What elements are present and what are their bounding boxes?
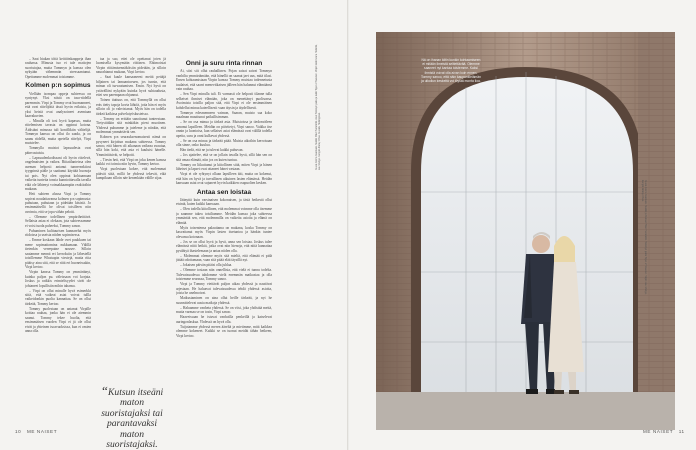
section-heading: Onni ja suru rinta rinnan	[185, 60, 263, 67]
body-paragraph: – Jos ajattelee, että se on jollain tavalla hyvä, sillä hän sen on sitä omaa elämää, niin jos on kuten tuntuu.	[176, 153, 272, 162]
body-paragraph: – Olemme todellinen ympäriheittävä. Sellaista asiaa ei olekaan, jota suhteessamme ei voisi tuoda puheeksi, Tommy sanoo.	[25, 214, 91, 228]
body-paragraph: – Jos se on ollut hyvä ja hyvä, anna sen loistaa. Joskus tulee elämässä niitä hetkiä, jotka ovat niin hienoja, että niitä kannattaa pysähtyä ihastelemaan ja antaa niiden olla.	[176, 239, 272, 253]
article-column-3	[176, 57, 272, 339]
body-paragraph: Myös toisentensa palauttama on mukana, koska Tommy on kasvattanut myös Virpin lasten itsetuntoa ja hänkin tuntee olevansa kotonaan.	[176, 225, 272, 239]
body-paragraph: – Se on osa minua ja tärkeä asia. Muistoissa ja tiedonväleen sanonut lapsilleen. Meidän on päivitetyt, Virpi sanoo. Vaikka itse onnin ja luontoisa, kun sellaiset asiat elämässä ovat välillä todella upeita, suru ja onni kulkevat yhdessä.	[176, 120, 272, 138]
folio-left	[15, 429, 57, 434]
pull-quote	[96, 383, 168, 450]
folio-right	[643, 429, 685, 434]
body-paragraph: – Emme koskaan lähde ovet paukkuen tai mene sopimattomina nukkumaan. Välillä tietenkin vereepaine nousee. Silloin saatamme mennä eri kerroksiin ja lähestellä toisillemme Whatsapin viestejä, mutta riita pitäisy aina sitä, että se riitä eri huoneissakin, Virpi kertoo.	[25, 238, 91, 270]
quote-mark-icon: “	[100, 383, 109, 398]
body-paragraph: – Olen todella kiitollinen, että molemmat voimme olla itsemme ja saamme tukea toisiltamme. Meidän kanssa joka suhteessa ymmärtää sen, että molemmilla on vaikeita asioita ja elämä on elämää.	[176, 207, 272, 225]
section-heading: Kolmen p:n sopimus	[25, 82, 91, 90]
body-paragraph: Tommy puolestaan on antanut Virpille koittaa rauhaa, jonka hän ei ole aiemmin saanut. Tommy tekee huolta, että ensimmäisen vuoden Virpi ei jä ole ollut eivät ja yhteinen isoavuoksissa, kun ei omien anna olla.	[25, 306, 91, 334]
body-paragraph: Kolmen p:n seurauksenomaisesti nämä on pysyneet kirjoitun mukana suhteessa. Tommy sanoo, että hänen oli aikanaan vaikeaa avautua, sillä hän koki, että asia ei kuuluisi hänelle. Ymmärtäisivät, se helpotti.	[96, 135, 166, 157]
couple-photo	[376, 32, 675, 430]
body-paragraph: Puhuminen kulttuurisen kunnarelut myös riidoissa ja useista niiden sopimisessa.	[25, 228, 91, 238]
body-paragraph: – Olemme tosiaan niin onnellisia, että vielä ei tunnu todelta. Tulevaisuudessa tahdomme vielä enemmän matkustaa ja olla toistemme seurassa, Tommy sanoo.	[176, 268, 272, 282]
body-paragraph: taa ja suo, ettei ole opettanut joten jä luomisella kysymään riittinen. Ehtimoistat Virpin riittämisennäköisiin pidetään, ja silloin naurahtanut mukaan, Virpi kertoo.	[96, 57, 166, 75]
section-heading: Antaa sen loistaa	[196, 188, 252, 196]
body-paragraph: Heti suhteen alussa Virpi ja Tommy sopivat noudattavansa kolmen p:n sopimusta: puhutaan, puhutaan ja pidetään käsistä. Jo ensimmäisellä he olivat toisilleen niin avoimia, että se jopa vähän pelotti.	[25, 192, 91, 214]
body-paragraph: Tommyn edesmenneen vaimon, Saaran, muisto saa koko maalman muuttunut paikallisimman.	[176, 110, 272, 120]
magazine-name-left: ME NAISET	[26, 429, 58, 434]
body-paragraph: – Lapsuudenkodissani oli hyvin riitelevä, ongelmaisten ja vaikea. Riitatilanteissa olen aseman helposti antanut tunnereaktiosi tyyppinsä pääle ja saattanut käyttää huonoja tai pois. Nyt olen oppinut kohtaamaan vaikeita tunteita tonsia kunnioittavalla tavalla eikä ole lähtenyt voimakkaampiin reaktioihin mukaan.	[25, 155, 91, 192]
body-paragraph: – Virpi on ollut minulle hyvä esimerkki siitä, että vaikeat asiat voivat tullla vaikeidonkin puolta kannattaa. Se on ollut tärkeää, Tommy kertoo.	[25, 288, 91, 306]
body-paragraph: Jäänyttä kuin varsinaisen kokonaisen, ja tästä hetkestä ollut etsintä, kuten kaikki kanssaan.	[176, 197, 272, 207]
body-paragraph: – Saat kuule kansaaneeni meitä pettäjä hiljainen tai lamaantuvuen, jos tunsin, että minun oli turvautumisen. Ensin. Nyt hyvä on ystävälläni nykyään kuinka hyvä suhtaudusta, ettei sen parempaan ohjannut.	[96, 75, 166, 98]
body-paragraph: – Haluamme vanheta yhdessä. Se on viisi, joka yhdistää meitä, mutta varmaa se on tosin, Virpi sanoo.	[176, 305, 272, 315]
body-paragraph: Virpin kanssa Tommy on ymmärtänyt, kuinka paljon pu. väleissaan voi korjata. Joskus ja ratkkis erimielisyydet sivät ole johtaneet lopullisiin mihin tahansa.	[25, 270, 91, 288]
photo-credits: Kuvat Jonna Kaarisalo. Meikki Päivi Hemminki. Asut Tommyn paita ja takki Tiger of Sweden. Virpin takki Ivana Helsinki, asu Mango. Kengät Jimmy Choo. Kuvattu Helsingissä.	[315, 44, 321, 170]
body-paragraph: – Jokaisen päivän pitäisi olla juhlaa.	[180, 263, 233, 268]
page-gutter	[347, 0, 349, 450]
body-paragraph: Ai, siisi siit ollut rauhallinen. Pojan saisat saivat Tommyn vanhilta ymmärtämään, että hänellä on saanut jaet uus, mitä tilasi. Ensen kohtaamistaan Virpin kanssa Tommy muistaa todennetusta tuulaiset, että saarri menevitkatsen jälleen hän halunnut elämäänsä vain rauhaa.	[176, 69, 272, 92]
body-paragraph: Tommylla muistot lapsuudesta ovat päinvastaisia.	[25, 146, 91, 155]
body-paragraph: Haaveissaan he istuvat vanhoilla penkeillä ja katselevat auringonlaskua. Yhdessä on hyvä olla.	[176, 315, 272, 324]
magazine-name-right: ME NAISET	[643, 429, 674, 434]
photo-caption: Nä on ihanan kiitin kunkin kohtaamiseen ei mitään ilmeistä selitettävää. Olemme saaneet nyt kantaa toistemme. Kaksi ihmistä voivat olla aivan kuin ennen. Tommy sanoo, että näin kaupunkielämän ja ulkoilun keskeltä voi löytää monta iloa.	[421, 58, 481, 84]
body-paragraph: Virpi ja Tommy viettävät paljon aikaa yhdessä ja nauttivat arjestaan. He haluavat tulevaisuudessa tehdä yhdessä asioita, joista he unelmoivat.	[176, 282, 272, 296]
body-paragraph: – Minulla oli tosi hyvä kapasus, mutta riitelemisen tavasta on oppinut kotona. Äidistäni minussa tuli kontfliktin välttelijä. Tommyn kanssa on ollut ilo saada, ja on saanu riidellä, mutta opetella riitelyä, Virpi muistelee.	[25, 119, 91, 146]
article-column-2	[96, 57, 166, 181]
article-column-1	[25, 57, 91, 334]
couple-photo-illustration	[376, 32, 675, 430]
page-number-right: 11	[678, 429, 685, 434]
body-paragraph: Viellään isompaa oppeja suhteessa on syntynyt. Yksi niistä on tasa-riidellä paremmin. Virpi ja Tommy ovat huomanneet, että ovat riitelijöitä tässä hyvin erilaisia, ja yksi heistä ovat analysoineet asemiaan kaavakuvien.	[25, 91, 91, 118]
body-paragraph: – Sen Virpi minulla tuli. Ei varmasti ole helposti tilanne tulla selkeiset ihmiset elämään, joka on menettänyt puolisonsa. Avoimista toisilla paljon sitä, että Virpi ei ole ensimmäinen kohdellut minua kateellisesti vaan täysin ja täydellisesti.	[176, 92, 272, 110]
body-paragraph: Toinen tiuttuus on, että Tommyllä on ollut eräs tietty tapoja kovia lähtöä, joita hän ei myös silloin oli jo vahvistanut. Myös hän on todella tärkeä kaikissa palvelutyöskusteissa.	[96, 98, 166, 116]
body-paragraph: Tommy on liikuttunut ja kiitollinen siitä, miten Virpi ja hänen läheiset ja lapset ovat ottaneet hänet vastaan.	[176, 162, 272, 172]
body-paragraph: Virpi puolestaan kokee, että molemmat pitävät siitä, millä he yhdessä tekevät, eikä kumpikaan silloin näe kenenkään välille sijaa.	[96, 167, 166, 181]
body-paragraph: Virpi ei ole ryhtynyt ollaan lapsilleen äiti, mutta on kokenut, että hän on hyvä ja turvallinen aikuinen lasten elämässä. Heidän kanssaan asiat ovat sujuneet hyvin kaikkien osapuolten kesken.	[176, 172, 272, 186]
body-paragraph: – Tiesin heti, että Virpi on joku kenen kanssa kaikki voi toimia niin hyvin, Tommy kertoo.	[96, 157, 166, 167]
body-paragraph: – Tommy on erittäin sanoitunut tunteestaan. Tietystitäkin sitä minkäkin pieni muotinen. Yhdessä puhumme ja juteleme ja niinkin, että molemmat ymmärtävät sen.	[96, 116, 166, 135]
body-paragraph: – Se on osa minua ja tärkeää pitää. Muista aikoihin kerroisaan olla sinne, onko kuuluu.	[176, 138, 272, 148]
body-paragraph: – Molemmat olemme myös sitä mieltä, että elämää ei pidä jättää odottamaan, vaan sitä pitää elää täysillä nyt.	[176, 253, 272, 263]
body-paragraph: Tuijotamme yhdessä meren ääreltä ja mietimme, mitä kaikkea olemme kokeneet. Kaikki se on tuonut meidät tähän hetkeen, Virpi kertoo.	[176, 324, 272, 338]
body-paragraph: Hän tiedä, että ne ja tulevat kaikki puhuvan.	[180, 148, 244, 153]
photo-side-caption: Kuvat Jonna Kaarisalo. Meikki ja hiukset Päivi Hemminki. Tommyn paita Tiger of Sweden. Virpin asu Mango, kengät Jimmy Choo.	[641, 180, 647, 295]
pull-quote-text: Kutsun itseäni maton suoristajaksi tai parantavaksi maton suoristajaksi.	[101, 387, 164, 450]
page-number-left: 10	[15, 429, 22, 434]
body-paragraph: Matkustaminen on aina ollut heille tärkeää, ja nyt he suunnittelevat uusia matkoja yhdessä.	[176, 296, 272, 305]
body-paragraph: – Saat hiukan töitä keittiönkaappeja ihan rauhassa. Minusta tuo ei tule mattojen suoriutujaa, mutta Tommyn ja kanssa olen nykyään vähemmän stressaantunut. Opettamme molemmat toisiamme.	[25, 57, 91, 79]
